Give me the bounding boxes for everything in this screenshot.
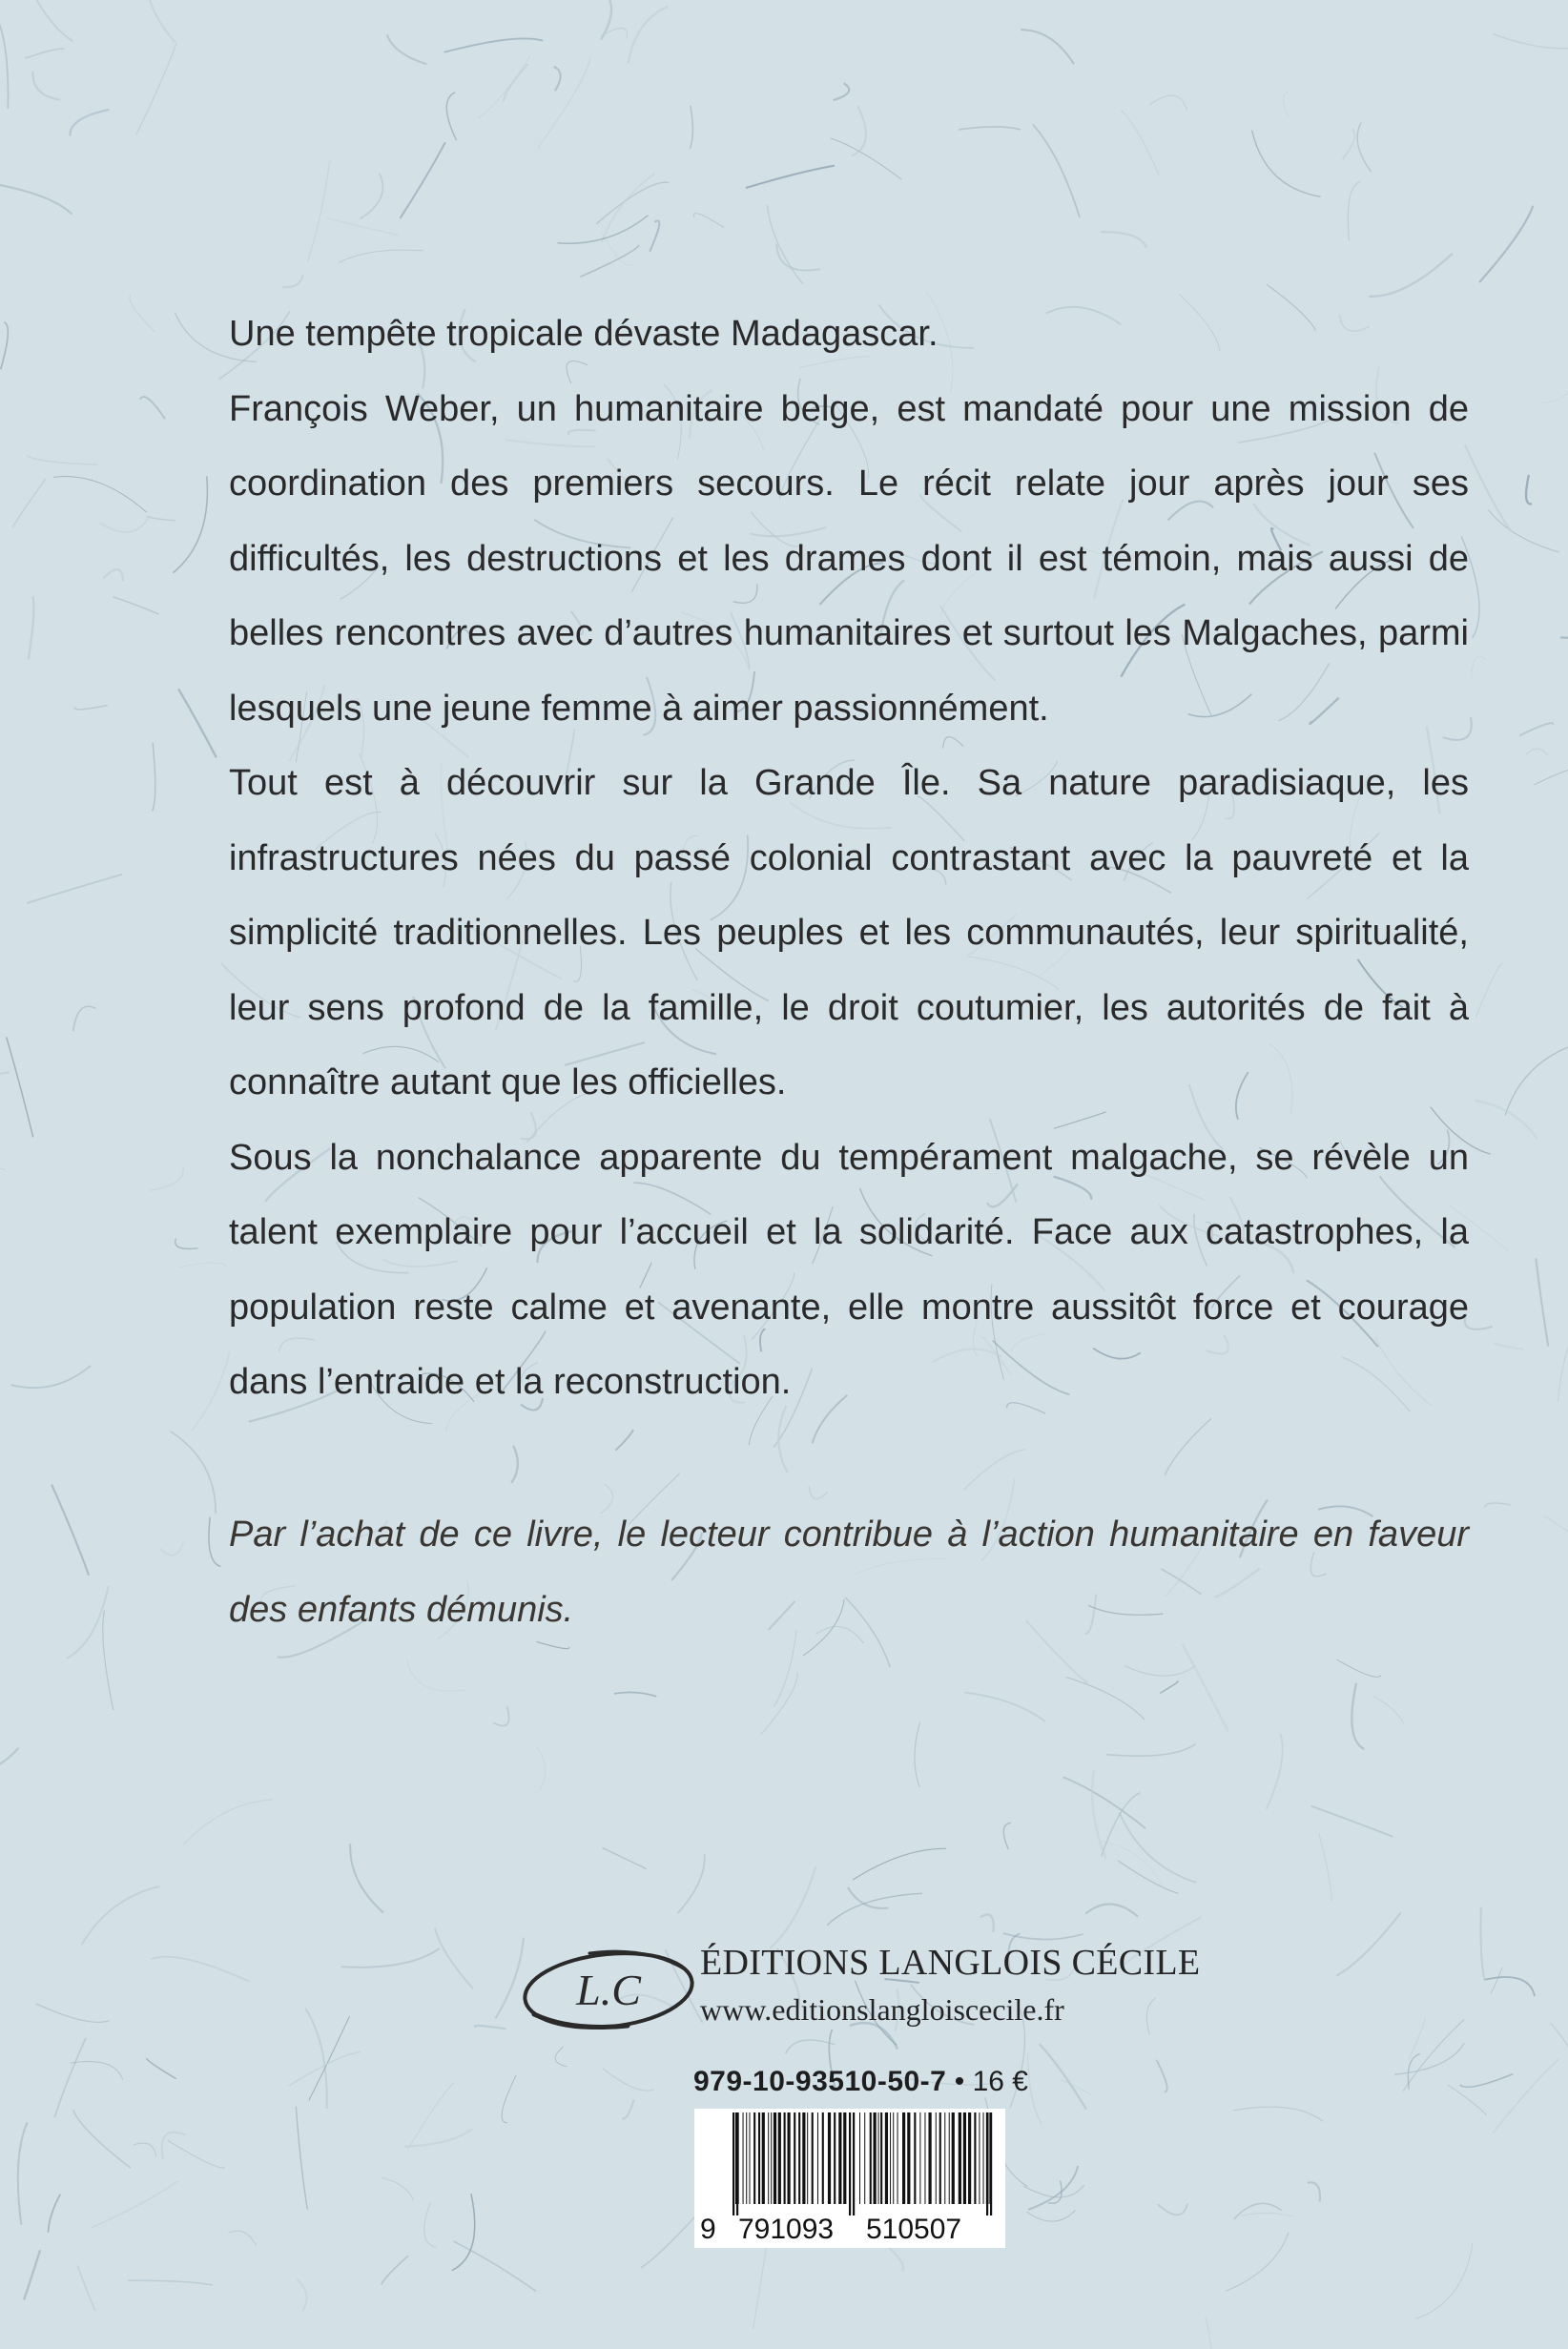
barcode-bar bbox=[817, 2112, 818, 2204]
paper-fibre bbox=[1479, 206, 1533, 282]
paper-fibre bbox=[162, 2133, 186, 2159]
paper-fibre bbox=[1416, 2242, 1474, 2318]
paper-fibre bbox=[786, 2040, 836, 2053]
paper-fibre bbox=[168, 2140, 225, 2168]
barcode-digits bbox=[694, 2214, 1005, 2246]
paper-fibre bbox=[1003, 1933, 1083, 1940]
paper-fibre bbox=[1028, 2053, 1042, 2124]
barcode-bar bbox=[735, 2112, 736, 2204]
paper-fibre bbox=[140, 397, 165, 419]
paper-fibre bbox=[1027, 2211, 1076, 2222]
publisher-name: ÉDITIONS LANGLOIS CÉCILE bbox=[700, 1943, 1201, 1983]
paper-fibre bbox=[761, 1673, 797, 1735]
paper-fibre bbox=[1157, 2060, 1167, 2092]
paper-fibre bbox=[327, 218, 399, 236]
blurb-text bbox=[229, 297, 1469, 1420]
paper-fibre bbox=[1336, 1912, 1401, 1976]
barcode-bar bbox=[897, 2112, 898, 2204]
paper-fibre bbox=[963, 1450, 1025, 1490]
paper-fibre bbox=[776, 244, 820, 271]
paper-fibre bbox=[1158, 2204, 1187, 2215]
barcode-bar bbox=[771, 2112, 772, 2204]
blurb-paragraph: Sous la nonchalance apparente du tempérament malgache, se révèle un talent exemplaire pour l’accueil et la solidarité. Face aux catastrophes, la population reste calme et avenante, elle montre aussitôt force et courage dans l’entraide et la reconstruction. bbox=[229, 1137, 1469, 1402]
paper-fibre bbox=[1343, 129, 1355, 159]
barcode-bar bbox=[758, 2112, 760, 2204]
barcode-bar bbox=[979, 2112, 980, 2204]
paper-fibre bbox=[581, 245, 640, 277]
paper-fibre bbox=[209, 1517, 220, 1567]
paper-fibre bbox=[1550, 2023, 1568, 2073]
paper-fibre bbox=[602, 174, 655, 243]
paper-fibre bbox=[0, 16, 8, 109]
paper-fibre bbox=[382, 2256, 408, 2284]
paper-fibre bbox=[296, 2107, 307, 2210]
paper-fibre bbox=[27, 456, 97, 464]
paper-fibre bbox=[282, 275, 302, 288]
barcode-bar bbox=[890, 2112, 891, 2204]
paper-fibre bbox=[964, 1693, 1045, 1721]
barcode-bar bbox=[822, 2112, 824, 2204]
paper-fibre bbox=[555, 2047, 567, 2067]
barcode bbox=[694, 2109, 1005, 2248]
paper-fibre bbox=[1106, 1744, 1196, 1757]
paper-fibre bbox=[1234, 2203, 1282, 2218]
paper-fibre bbox=[853, 1848, 946, 1880]
barcode-digits-right: 510507 bbox=[866, 2214, 962, 2245]
barcode-bar bbox=[864, 2112, 865, 2204]
paper-fibre bbox=[152, 1957, 250, 1982]
paper-fibre bbox=[387, 34, 427, 64]
barcode-bar bbox=[874, 2112, 877, 2204]
barcode-bar bbox=[778, 2112, 781, 2204]
paper-fibre bbox=[1485, 1503, 1511, 1508]
paper-fibre bbox=[73, 2110, 131, 2168]
paper-fibre bbox=[1403, 2020, 1464, 2091]
paper-fibre bbox=[493, 1706, 508, 1725]
paper-fibre bbox=[18, 2122, 28, 2225]
paper-fibre bbox=[1448, 2085, 1487, 2115]
paper-fibre bbox=[1526, 475, 1532, 505]
isbn-number: 979-10-93510-50-7 bbox=[693, 2066, 947, 2097]
paper-fibre bbox=[53, 477, 147, 513]
barcode-bar bbox=[787, 2112, 790, 2204]
paper-fibre bbox=[475, 2026, 506, 2029]
paper-fibre bbox=[145, 0, 175, 42]
paper-fibre bbox=[71, 2062, 123, 2080]
barcode-bar bbox=[936, 2112, 937, 2204]
paper-fibre bbox=[32, 72, 60, 100]
barcode-bar bbox=[738, 2112, 739, 2204]
paper-fibre bbox=[400, 142, 444, 218]
paper-fibre bbox=[1146, 1998, 1155, 2035]
paper-fibre bbox=[602, 1847, 647, 1868]
paper-fibre bbox=[160, 1542, 184, 1556]
paper-fibre bbox=[360, 174, 382, 219]
paper-fibre bbox=[0, 1164, 5, 1170]
paper-fibre bbox=[175, 1239, 198, 1249]
paper-fibre bbox=[1233, 2107, 1324, 2121]
paper-fibre bbox=[135, 43, 176, 135]
paper-fibre bbox=[1, 322, 9, 369]
paper-fibre bbox=[622, 2099, 633, 2118]
paper-fibre bbox=[1267, 1734, 1283, 1809]
isbn-price-line bbox=[693, 2066, 1028, 2098]
barcode-bar bbox=[794, 2112, 795, 2204]
paper-fibre bbox=[770, 1866, 815, 1948]
paper-fibre bbox=[691, 106, 693, 149]
barcode-bar bbox=[878, 2112, 879, 2204]
paper-fibre bbox=[1494, 1343, 1523, 1350]
barcode-bar bbox=[952, 2112, 955, 2204]
paper-fibre bbox=[11, 1366, 91, 1388]
paper-fibre bbox=[1085, 1904, 1138, 1916]
paper-fibre bbox=[1558, 1315, 1568, 1403]
paper-fibre bbox=[67, 1586, 109, 1659]
paper-fibre bbox=[1491, 1968, 1502, 1993]
paper-fibre bbox=[1066, 1678, 1145, 1721]
paper-fibre bbox=[650, 221, 659, 252]
paper-fibre bbox=[1252, 131, 1321, 197]
barcode-bar bbox=[929, 2112, 932, 2204]
paper-fibre bbox=[1040, 2044, 1086, 2110]
paper-fibre bbox=[615, 1430, 633, 1451]
paper-fibre bbox=[511, 1446, 518, 1483]
publisher-url: www.editionslangloiscecile.fr bbox=[700, 1992, 1064, 2027]
paper-fibre bbox=[554, 67, 561, 91]
barcode-bar bbox=[784, 2112, 786, 2204]
paper-fibre bbox=[558, 216, 649, 244]
paper-fibre bbox=[538, 57, 590, 148]
barcode-bar bbox=[983, 2112, 984, 2204]
paper-fibre bbox=[1493, 34, 1568, 49]
paper-fibre bbox=[980, 1914, 994, 1932]
paper-fibre bbox=[1481, 1907, 1485, 1981]
barcode-bar bbox=[774, 2112, 776, 2204]
paper-fibre bbox=[147, 516, 175, 520]
paper-fibre bbox=[1357, 123, 1372, 173]
paper-fibre bbox=[350, 1844, 383, 1913]
barcode-bar bbox=[838, 2112, 841, 2204]
paper-fibre bbox=[1351, 1683, 1364, 1749]
barcode-bar bbox=[798, 2112, 800, 2204]
paper-fibre bbox=[435, 1928, 473, 1988]
paper-fibre bbox=[1308, 2182, 1320, 2201]
paper-fibre bbox=[1149, 95, 1187, 111]
paper-fibre bbox=[100, 518, 149, 532]
paper-fibre bbox=[834, 83, 850, 100]
paper-fibre bbox=[1063, 1777, 1146, 1828]
paper-fibre bbox=[614, 1692, 657, 1696]
paper-fibre bbox=[305, 2009, 326, 2109]
paper-fibre bbox=[52, 1485, 89, 1576]
paper-fibre bbox=[297, 2279, 306, 2311]
barcode-bar bbox=[986, 2112, 987, 2204]
paper-fibre bbox=[1283, 93, 1288, 116]
paper-fibre bbox=[48, 2194, 60, 2233]
paper-fibre bbox=[1023, 2185, 1084, 2197]
barcode-bar bbox=[907, 2112, 910, 2204]
paper-fibre bbox=[77, 2266, 95, 2311]
paper-fibre bbox=[1472, 656, 1486, 679]
barcode-bar bbox=[859, 2112, 860, 2204]
paper-fibre bbox=[424, 2202, 437, 2247]
barcode-bar bbox=[753, 2112, 755, 2204]
paper-fibre bbox=[504, 64, 527, 102]
paper-fibre bbox=[91, 2180, 178, 2228]
publisher-logo bbox=[513, 1938, 704, 2043]
paper-fibre bbox=[113, 597, 158, 614]
barcode-bar bbox=[743, 2112, 744, 2204]
paper-fibre bbox=[134, 2143, 156, 2156]
paper-fibre bbox=[1160, 1681, 1178, 1693]
paper-fibre bbox=[596, 182, 669, 224]
paper-fibre bbox=[128, 2280, 213, 2285]
barcode-digits-left: 791093 bbox=[738, 2214, 835, 2245]
barcode-bar bbox=[974, 2112, 976, 2204]
paper-fibre bbox=[174, 476, 208, 572]
isbn-separator: • bbox=[954, 2066, 965, 2097]
paper-fibre bbox=[1003, 1823, 1011, 1849]
paper-fibre bbox=[753, 2234, 769, 2329]
barcode-bar bbox=[853, 2112, 855, 2215]
paper-fibre bbox=[959, 127, 1021, 130]
paper-fibre bbox=[1206, 2317, 1213, 2349]
paper-fibre bbox=[308, 161, 330, 261]
paper-fibre bbox=[1526, 749, 1548, 755]
paper-fibre bbox=[103, 569, 123, 581]
paper-fibre bbox=[1021, 30, 1074, 64]
paper-fibre bbox=[29, 596, 34, 659]
barcode-bar bbox=[834, 2112, 836, 2204]
barcode-bar bbox=[802, 2112, 805, 2204]
barcode-bar bbox=[959, 2112, 961, 2204]
paper-fibre bbox=[1337, 1659, 1382, 1677]
paper-fibre bbox=[0, 1072, 10, 1103]
paper-fibre bbox=[27, 875, 122, 903]
publisher-logo-text: L.C bbox=[576, 1966, 641, 2014]
paper-fibre bbox=[153, 743, 155, 812]
paper-fibre bbox=[1121, 111, 1159, 175]
paper-fibre bbox=[1241, 2213, 1294, 2216]
paper-fibre bbox=[1519, 723, 1553, 735]
paper-fibre bbox=[1409, 2017, 1426, 2059]
paper-fibre bbox=[915, 1722, 920, 1787]
paper-fibre bbox=[1505, 1044, 1568, 1116]
charity-note: Par l’achat de ce livre, le lecteur contribue à l’action humanitaire en faveur des enfants démunis. bbox=[229, 1514, 1469, 1630]
paper-fibre bbox=[1092, 1770, 1105, 1859]
paper-fibre bbox=[1348, 181, 1360, 240]
paper-fibre bbox=[746, 166, 835, 188]
paper-fibre bbox=[1394, 2043, 1464, 2074]
paper-fibre bbox=[404, 2129, 472, 2147]
barcode-bar bbox=[812, 2112, 814, 2204]
barcode-bar bbox=[849, 2112, 851, 2215]
paper-fibre bbox=[1101, 232, 1146, 248]
paper-fibre bbox=[406, 1659, 464, 1691]
paper-fibre bbox=[1369, 254, 1453, 297]
paper-fibre bbox=[1119, 1812, 1196, 1883]
paper-fibre bbox=[1536, 1258, 1548, 1347]
barcode-digit-first: 9 bbox=[700, 2214, 716, 2245]
paper-fibre bbox=[1460, 2074, 1514, 2088]
paper-fibre bbox=[827, 1893, 922, 1925]
paper-fibre bbox=[452, 2194, 475, 2271]
barcode-bar bbox=[902, 2112, 905, 2204]
paper-fibre bbox=[536, 1746, 545, 1790]
paper-fibre bbox=[478, 56, 530, 118]
barcode-bar bbox=[990, 2112, 992, 2215]
barcode-bar bbox=[807, 2112, 808, 2204]
blurb-paragraph: Une tempête tropicale dévaste Madagascar. bbox=[229, 314, 939, 354]
paper-fibre bbox=[693, 214, 724, 228]
barcode-bar bbox=[768, 2112, 769, 2204]
barcode-bar bbox=[893, 2112, 894, 2204]
paper-fibre bbox=[36, 0, 73, 41]
paper-fibre bbox=[1484, 1977, 1535, 1996]
paper-fibre bbox=[341, 1948, 440, 1968]
paper-fibre bbox=[603, 2069, 654, 2091]
paper-fibre bbox=[1534, 758, 1568, 785]
paper-fibre bbox=[182, 1800, 273, 1845]
barcode-bar bbox=[989, 2112, 990, 2204]
paper-fibre bbox=[502, 2075, 516, 2123]
paper-fibre bbox=[641, 2215, 698, 2268]
paper-fibre bbox=[1226, 2233, 1289, 2292]
paper-fibre bbox=[1099, 1841, 1166, 1892]
barcode-bar bbox=[968, 2112, 971, 2204]
paper-fibre bbox=[171, 1432, 216, 1514]
barcode-bar bbox=[963, 2112, 966, 2204]
price: 16 € bbox=[972, 2066, 1028, 2097]
blurb-paragraph: Tout est à découvrir sur la Grande Île. Sa nature paradisiaque, les infrastructures nées du passé colonial contrastant avec la pauvreté et la simplicité traditionnelles. Les peuples et les communautés, leur spiritualité, leur sens profond de la famille, le droit coutumier, les autorités de fait à connaître autant que les officielles. bbox=[229, 763, 1469, 1102]
barcode-bar bbox=[919, 2112, 920, 2204]
paper-fibre bbox=[0, 1748, 19, 1774]
barcode-bar bbox=[885, 2112, 888, 2204]
paper-fibre bbox=[767, 205, 802, 283]
paper-fibre bbox=[1373, 1697, 1404, 1724]
barcode-bar bbox=[924, 2112, 925, 2204]
paper-fibre bbox=[1311, 1806, 1393, 1837]
paper-fibre bbox=[339, 250, 423, 262]
paper-fibre bbox=[74, 706, 107, 710]
paper-fibre bbox=[444, 38, 543, 52]
paper-fibre bbox=[103, 1611, 113, 1711]
paper-fibre bbox=[446, 93, 456, 140]
paper-fibre bbox=[454, 2241, 536, 2292]
paper-fibre bbox=[1124, 1665, 1196, 1676]
paper-fibre bbox=[130, 295, 155, 332]
barcode-bar bbox=[749, 2112, 750, 2204]
paper-fibre bbox=[229, 2231, 257, 2246]
paper-fibre bbox=[1465, 1313, 1493, 1329]
paper-fibre bbox=[1542, 353, 1568, 402]
paper-fibre bbox=[73, 1006, 96, 1031]
paper-fibre bbox=[677, 1854, 704, 1913]
paper-fibre bbox=[54, 2038, 86, 2117]
paper-fibre bbox=[1475, 1101, 1537, 1139]
paper-fibre bbox=[25, 49, 64, 58]
paper-fibre bbox=[82, 1886, 159, 1945]
paper-fibre bbox=[382, 2177, 414, 2199]
barcode-bar bbox=[828, 2112, 831, 2204]
barcode-bar bbox=[746, 2112, 747, 2204]
paper-fibre bbox=[146, 2058, 176, 2079]
paper-fibre bbox=[1165, 1418, 1211, 1474]
barcode-bar bbox=[762, 2112, 765, 2204]
paper-fibre bbox=[1182, 1644, 1228, 1732]
paper-fibre bbox=[1033, 124, 1080, 217]
paper-fibre bbox=[1489, 510, 1559, 552]
paper-fibre bbox=[150, 1166, 183, 1190]
paper-fibre bbox=[831, 138, 901, 179]
paper-fibre bbox=[24, 2250, 40, 2299]
barcode-bar bbox=[732, 2112, 734, 2215]
paper-fibre bbox=[192, 1351, 230, 1431]
paper-fibre bbox=[629, 7, 669, 63]
barcode-bar bbox=[843, 2112, 846, 2204]
paper-fibre bbox=[36, 2004, 110, 2023]
barcode-bar bbox=[949, 2112, 950, 2204]
paper-fibre bbox=[178, 689, 217, 757]
paper-fibre bbox=[179, 1263, 228, 1267]
paper-fibre bbox=[1319, 1834, 1331, 1902]
blurb-paragraph: François Weber, un humanitaire belge, est mandaté pour une mission de coordination des premiers secours. Le récit relate jour après jour ses difficultés, les destructions et les drames dont il est témoin, mais aussi de belles rencontres avec d’autres humanitaires et surtout les Malgaches, parmi lesquels une jeune femme à aimer passionnément. bbox=[229, 388, 1469, 729]
paper-fibre bbox=[1544, 1516, 1568, 1555]
paper-fibre bbox=[0, 183, 72, 215]
paper-fibre bbox=[1476, 963, 1503, 1018]
paper-fibre bbox=[71, 110, 110, 136]
barcode-bar bbox=[880, 2112, 882, 2204]
paper-fibre bbox=[1465, 444, 1511, 531]
paper-fibre bbox=[1560, 606, 1568, 638]
barcode-bar bbox=[870, 2112, 872, 2204]
paper-fibre bbox=[1493, 2059, 1559, 2133]
paper-fibre bbox=[13, 479, 46, 527]
barcode-bar bbox=[944, 2112, 945, 2204]
barcode-bar bbox=[914, 2112, 916, 2204]
barcode-bars bbox=[704, 2112, 996, 2215]
paper-fibre bbox=[7, 1037, 33, 1137]
barcode-bar bbox=[939, 2112, 941, 2204]
